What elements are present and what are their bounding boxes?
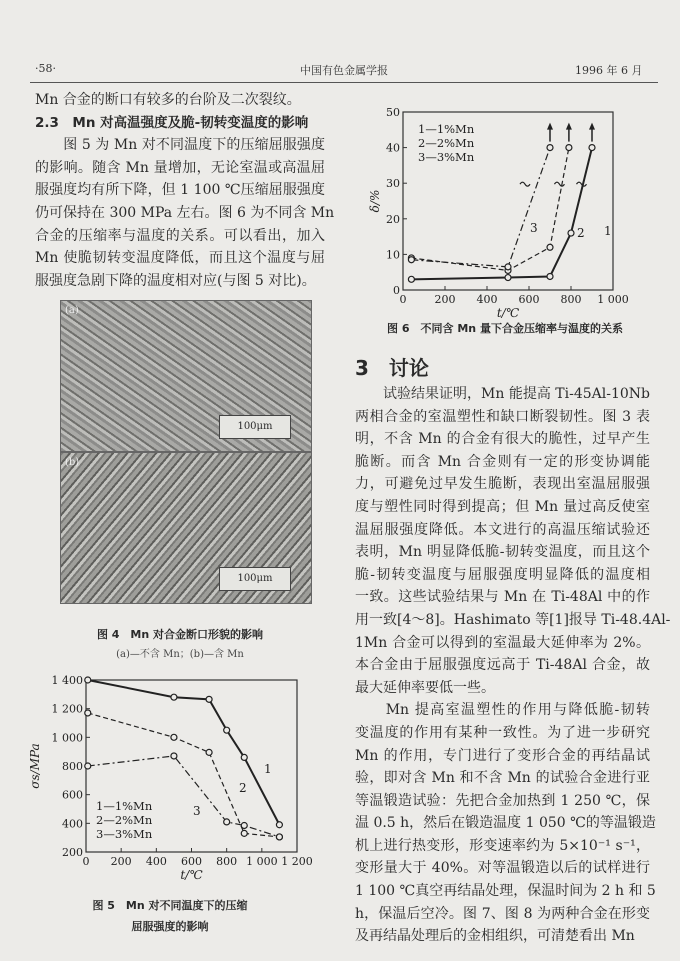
y-tick-label: 40 [386,141,400,155]
y-tick-label: 30 [386,177,400,191]
series-3-point [276,834,282,840]
series-1-point [547,273,553,279]
panel-label-b: (b) [65,457,80,468]
series-1-point [206,696,212,702]
fracture-photo-b [60,452,312,604]
text-line: 温 0.5 h，然后在锻造温度 1 050 ℃的等温锻造 [355,815,656,832]
journal-name: 中国有色金属学报 [300,64,388,77]
figure5-caption-line2: 屈服强度的影响 [131,920,209,933]
text-line: 试验结果证明，Mn 能提高 Ti-45Al-10Nb [355,386,650,402]
x-tick-label: 200 [110,855,132,868]
series-2-point [241,830,247,836]
series-3-line [411,148,550,267]
section3-heading: 3 讨论 [355,356,429,380]
legend-entry: 3—3%Mn [96,827,153,841]
text-line: 脆-韧转变温度与屈服强度明显降低的温度相 [355,566,650,583]
series-2-point [85,710,91,716]
text-line: 及再结晶处理后的金相组织，可清楚看出 Mn [355,928,635,945]
text-line: 脆断。而含 Mn 合金则有一定的形变协调能 [355,453,650,470]
series-1-point [589,145,595,151]
series-1-point [568,230,574,236]
text-line: 用一致[4～8]。Hashimato 等[1]报导 Ti-48.4Al- [355,611,671,628]
text-line: 机上进行热变形，形变速率约为 5×10⁻¹ s⁻¹， [355,837,650,854]
series-3-point [224,819,230,825]
text-line: 变形量大于 40%。对等温锻造以后的试样进行 [355,860,650,877]
x-tick-label: 600 [181,855,202,868]
text-line: Mn 的作用，专门进行了变形合金的再结晶试 [355,747,650,764]
x-tick-label: 1 000 [246,855,278,868]
text-line: 合金的压缩率与温度的关系。可以看出，加入 [35,227,325,244]
series-2-label: 2 [577,226,585,240]
text-line: 温屈服强度降低。本文进行的高温压缩试验还 [355,521,650,538]
arrow-head-icon [547,123,553,130]
figure5-caption-line1: 图 5 Mn 对不同温度下的压缩 [92,899,248,912]
y-tick-label: 800 [62,760,83,773]
y-axis-label: σs/MPa [28,743,42,789]
series-2-point [206,749,212,755]
text-line: Mn 合金的断口有较多的台阶及二次裂纹。 [35,92,301,108]
series-3-point [85,763,91,769]
figure5-chart [30,670,325,885]
text-line: Mn 提高室温塑性的作用与降低脆-韧转 [355,702,650,719]
text-line: Mn 使脆韧转变温度降低，而且这个温度与屈 [35,250,325,267]
x-tick-label: 0 [82,855,90,868]
text-line: 一致。这些试验结果与 Mn 在 Ti-48Al 中的作 [355,589,650,606]
x-tick-label: 1 200 [281,855,313,868]
figure4-subcaption: (a)—不含 Mn；(b)—含 Mn [116,649,244,660]
y-tick-label: 0 [393,284,400,297]
y-tick-label: 20 [386,212,400,226]
x-tick-label: 200 [434,293,456,306]
series-3-label: 3 [530,221,538,235]
text-line: 变温度的作用有某种一致性。为了进一步研究 [355,724,650,741]
legend-entry: 2—2%Mn [418,136,475,150]
x-tick-label: 800 [216,855,238,868]
legend-entry: 3—3%Mn [418,150,475,164]
y-tick-label: 600 [62,788,83,802]
text-line: 度与塑性同时得到提高；但 Mn 量过高反使室 [355,498,650,515]
series-1-label: 1 [604,224,612,238]
series-2-label: 2 [239,781,247,795]
right-column-text [355,383,671,948]
text-line: 本合金由于屈服强度远高于 Ti-48Al 合金，故 [355,657,650,674]
x-tick-label: 800 [560,293,582,306]
issue-date: 1996 年 6 月 [575,64,643,77]
x-axis-label: t/℃ [180,868,203,882]
y-tick-label: 10 [386,248,400,262]
series-3-point [171,753,177,759]
x-tick-label: 0 [399,293,407,306]
left-column-text [35,89,335,292]
series-3-point [547,145,553,151]
section-heading-2-3: 2.3 Mn 对高温强度及脆-韧转变温度的影响 [35,114,309,131]
series-1-point [408,276,414,282]
arrow-head-icon [589,123,595,130]
series-3-point [505,264,511,270]
text-line: 验，即对含 Mn 和不含 Mn 的试验合金进行亚 [355,770,650,787]
y-tick-label: 1 200 [51,702,83,716]
series-1-point [505,275,511,281]
series-1-point [241,754,247,760]
legend-entry: 2—2%Mn [96,813,153,827]
fracture-photo-a [60,300,312,452]
figure6-caption: 图 6 不同含 Mn 量下合金压缩率与温度的关系 [387,322,623,335]
series-1-point [171,694,177,700]
series-2-point [171,734,177,740]
axis-break-mark [554,182,564,186]
x-tick-label: 600 [518,293,540,306]
x-tick-label: 1 000 [597,293,629,306]
text-line: 1Mn 合金可以得到的室温最大延伸率为 2%。 [355,634,650,651]
text-line: 服强度急剧下降的温度相对应(与图 5 对比)。 [35,272,316,289]
header-rule [30,82,658,83]
y-tick-label: 50 [386,106,400,119]
series-3-point [241,822,247,828]
text-line: 最大延伸率要低一些。 [355,679,495,696]
text-line: h，保温后空冷。图 7、图 8 为两种合金在形变 [355,905,650,922]
x-axis-label: t/℃ [496,306,520,320]
x-tick-label: 400 [476,293,498,306]
text-line: 的影响。随含 Mn 量增加，无论室温或高温屈 [35,159,325,176]
text-line: 图 5 为 Mn 对不同温度下的压缩屈服强度 [35,137,325,154]
scale-bar-b: 100μm [219,567,291,591]
axis-break-mark [577,182,587,186]
series-3-point [408,257,414,263]
text-line: 两相合金的室温塑性和缺口断裂韧性。图 3 表 [355,408,650,425]
legend-entry: 1—1%Mn [96,799,153,813]
arrow-head-icon [566,123,572,130]
x-tick-label: 400 [145,855,167,868]
text-line: 明，不含 Mn 的合金有很大的脆性，过早产生 [355,431,650,448]
series-1-point [276,822,282,828]
legend-entry: 1—1%Mn [418,122,475,136]
scale-bar-a: 100μm [219,415,291,439]
figure6-chart [370,105,660,320]
series-1-point [224,727,230,733]
text-line: 力，可避免过早发生脆断，表现出室温屈服强 [355,476,650,493]
text-line: 等温锻造试验：先把合金加热到 1 250 ℃，保 [355,792,650,809]
series-2-point [547,244,553,250]
axis-break-mark [520,182,530,186]
y-tick-label: 400 [62,817,83,831]
y-axis-label: δ/% [368,189,382,213]
text-line: 表明，Mn 明显降低脆-韧转变温度，而且这个 [355,544,650,561]
series-1-point [85,677,91,683]
panel-label-a: (a) [65,305,79,316]
figure4-caption: 图 4 Mn 对合金断口形貌的影响 [96,628,264,641]
y-tick-label: 1 400 [51,674,83,687]
y-tick-label: 1 000 [51,731,83,745]
series-3-label: 3 [193,804,201,818]
text-line: 服强度均有所下降，但 1 100 ℃压缩屈服强度 [35,182,325,199]
page-number: ·58· [35,62,56,75]
text-line: 1 100 ℃真空再结晶处理，保温时间为 2 h 和 5 [355,883,656,900]
text-line: 仍可保持在 300 MPa 左右。图 6 为不同含 Mn [35,204,335,221]
series-1-label: 1 [264,762,272,776]
series-2-point [566,145,572,151]
y-tick-label: 200 [62,846,83,859]
series-2-line [411,148,569,271]
